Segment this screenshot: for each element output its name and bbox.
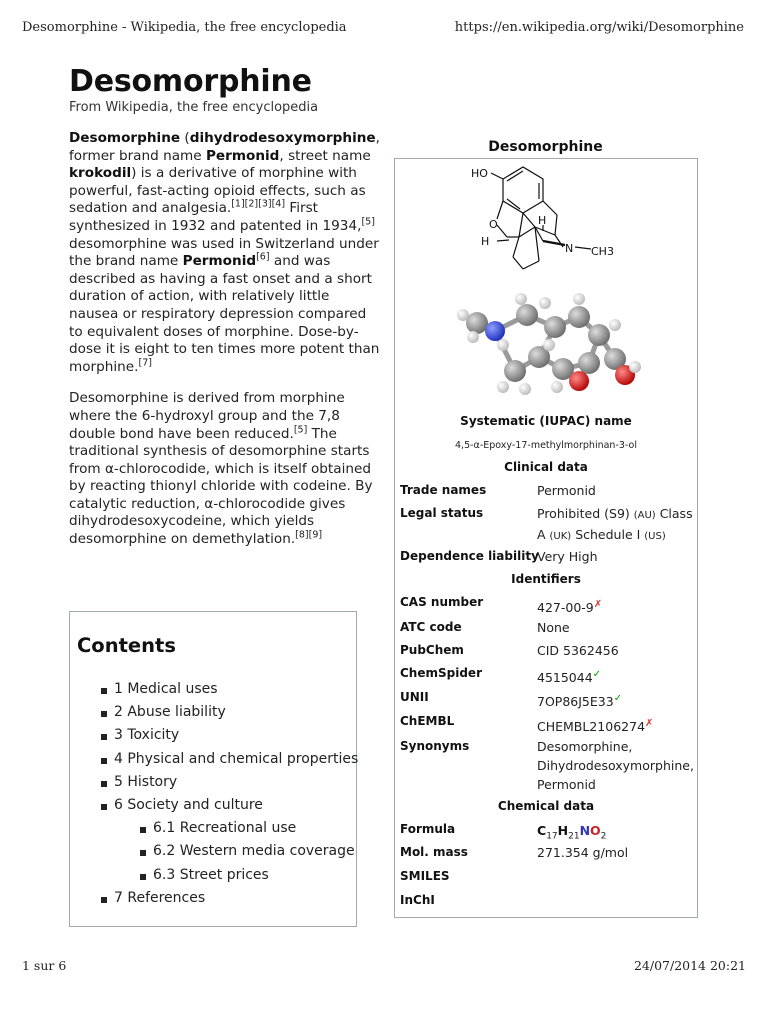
infobox-caption: Desomorphine [488,139,603,155]
bold-term: dihydrodesoxymorphine [189,130,376,146]
section-header-chemical: Chemical data [497,799,595,813]
value-pubchem[interactable]: CID 5362456 [537,643,619,658]
label-mol-mass[interactable]: Mol. mass [400,845,468,859]
jurisdiction-link[interactable]: (UK) [549,531,572,542]
section-header-iupac: Systematic (IUPAC) name [460,414,632,428]
synthesis-paragraph [69,390,381,548]
ball-and-stick-model-image[interactable] [403,275,691,411]
value-mol-mass: 271.354 g/mol [537,845,629,860]
text-run: and was described as having a fast onset and a short duration of action, with relatively little nausea or respiratory depression compared to equivalent doses of morphine. Dose-by-dose it is eight to ten times more potent than morphine. [69,253,380,375]
table-of-contents [69,611,357,927]
citation-link[interactable]: [6] [256,251,270,263]
text-run: Prohibited (S9) [537,506,634,521]
hydrogen-label: H [538,214,547,227]
label-chembl[interactable]: ChEMBL [400,714,455,728]
structural-formula-image[interactable] [465,161,635,279]
nitrogen-label: N [565,242,574,255]
toc-title: Contents [77,634,176,657]
toc-list [101,678,358,910]
value-trade-names: Permonid [537,483,596,498]
toc-item-medical-uses[interactable]: 1 Medical uses [101,678,358,701]
check-icon: ✓ [592,669,602,680]
label-unii[interactable]: UNII [400,690,429,704]
toc-item-properties[interactable]: 4 Physical and chemical properties [101,748,358,771]
cas-link[interactable]: 427-00-9 [537,600,594,615]
hydrogen-link[interactable]: H [557,823,569,838]
label-trade-names: Trade names [400,483,487,497]
text-run: Desomorphine is derived from morphine where the 6-hydroxyl group and the 7,8 double bond have been reduced. [69,390,345,442]
toc-item-history[interactable]: 5 History [101,771,358,794]
cross-icon: ✗ [645,718,654,729]
chembl-link[interactable]: CHEMBL2106274 [537,719,646,734]
atom-count: 21 [568,831,580,842]
label-chemspider[interactable]: ChemSpider [400,666,482,680]
value-atc: None [537,620,570,635]
hydrogen-label: H [481,235,490,248]
value-synonyms: Desomorphine, Dihydrodesoxymorphine, Permonid [537,739,694,792]
aromatic-ring [503,167,543,213]
citation-link[interactable]: [5] [293,423,308,435]
toc-item-recreational-use[interactable]: 6.1 Recreational use [140,817,358,840]
label-dependence[interactable]: Dependence liability [400,549,539,563]
ether-oxygen-label: O [489,218,498,231]
check-icon: ✓ [613,693,623,704]
infobox [394,158,698,918]
methyl-label: CH3 [591,245,614,258]
text-run: , former brand name [69,130,380,164]
label-inchi[interactable]: InChI [400,893,435,907]
chemspider-link[interactable]: 4515044 [537,670,593,685]
citation-link[interactable]: [1][2][3][4] [231,198,286,210]
text-run: The traditional synthesis of desomorphine starts from α-chlorocodide, which is itself obtained by reacting thionyl chloride with codeine. By catalytic reduction, α-chlorocodide gives dihydrodesoxycodeine, which yields desomorphine on demethylation. [69,425,373,548]
unii-link[interactable]: 7OP86J5E33 [537,694,614,709]
toc-item-society[interactable]: 6 Society and culture [101,794,358,817]
value-chemspider [537,665,695,687]
text-run: ) is a derivative of morphine with powerful, fast-acting opioid effects, such as sedation and analgesia. [69,165,366,217]
text-run: desomorphine was used in Switzerland under the brand name [69,235,379,270]
toc-item-references[interactable]: 7 References [101,887,358,910]
label-atc[interactable]: ATC code [400,620,462,634]
toc-item-abuse-liability[interactable]: 2 Abuse liability [101,701,358,724]
text-run: , street name [279,147,371,164]
article-title: Desomorphine [69,64,312,99]
browser-page-title: Desomorphine - Wikipedia, the free encyclopedia [22,20,347,35]
section-header-clinical: Clinical data [504,460,588,474]
text-run: First synthesized in 1932 and patented in 1934, [69,200,362,234]
value-cas [537,595,695,617]
jurisdiction-link[interactable]: (US) [644,531,666,542]
label-formula[interactable]: Formula [400,822,456,836]
lead-paragraph [69,130,381,376]
article-body [69,130,381,563]
browser-url[interactable]: https://en.wikipedia.org/wiki/Desomorphine [454,20,744,35]
label-cas[interactable]: CAS number [400,595,484,609]
value-legal-status [537,504,695,546]
bold-term: Permonid [205,147,280,164]
value-dependence: Very High [537,549,598,564]
label-pubchem[interactable]: PubChem [400,643,464,657]
toc-item-media-coverage[interactable]: 6.2 Western media coverage [140,840,358,863]
citation-link[interactable]: [7] [138,357,152,369]
carbon-link[interactable]: C [537,823,547,838]
nitrogen-link[interactable]: N [579,823,591,838]
cross-icon: ✗ [593,599,603,610]
bold-term: Desomorphine [69,130,181,146]
value-unii [537,689,695,711]
hydroxyl-label: HO [471,167,488,180]
value-chembl [537,714,695,736]
label-smiles[interactable]: SMILES [400,869,450,883]
citation-link[interactable]: [8][9] [295,529,323,541]
page-count: 1 sur 6 [22,958,67,973]
text-run: Schedule I [571,527,645,542]
text-run: ( [180,130,190,146]
citation-link[interactable]: [5] [361,216,375,228]
bold-term: Permonid [182,253,257,270]
iupac-name: 4,5-α-Epoxy-17-methylmorphinan-3-ol [455,440,637,451]
bold-term: krokodil [69,165,132,182]
section-header-identifiers: Identifiers [511,572,581,586]
label-synonyms: Synonyms [400,739,470,753]
toc-item-street-prices[interactable]: 6.3 Street prices [140,864,358,887]
oxygen-link[interactable]: O [590,823,601,838]
atom-count: 17 [546,831,558,842]
atom-count: 2 [600,831,607,842]
text-run: Class A [537,506,693,542]
print-datetime: 24/07/2014 20:21 [633,958,746,973]
jurisdiction-link[interactable]: (AU) [633,510,656,521]
label-legal-status[interactable]: Legal status [400,506,484,520]
article-subtitle: From Wikipedia, the free encyclopedia [69,100,319,115]
toc-item-toxicity[interactable]: 3 Toxicity [101,724,358,747]
